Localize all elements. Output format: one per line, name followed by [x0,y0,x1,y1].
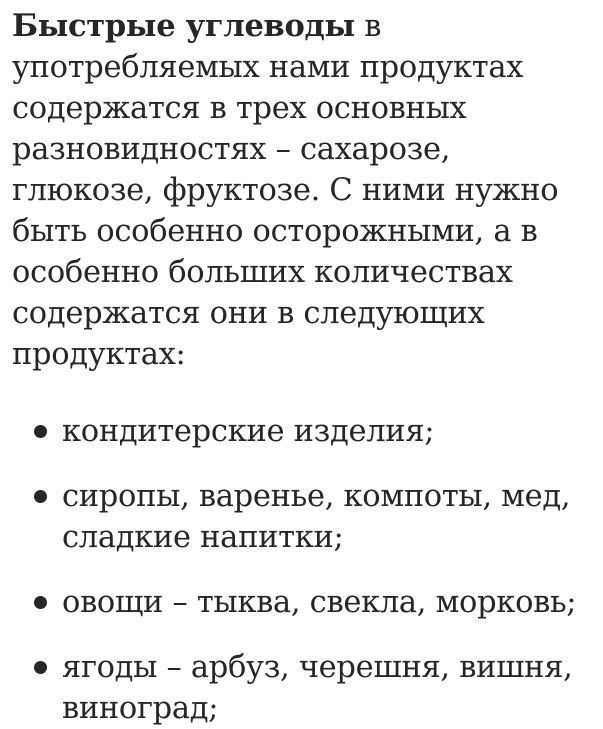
intro-text: в употребляемых нами продуктах содержатся в трех основных разновидностях – сахарозе, глюкозе, фруктозе. С ними нужно быть особенно осторожными, а в особенно больших количествах содержатся они в следующих продуктах: [12,9,559,372]
bullet-icon [34,425,47,438]
list-item [12,582,593,623]
product-list [12,411,593,729]
list-item-text: ягоды – арбуз, черешня, вишня, виноград; [62,650,573,726]
list-item-text: сиропы, варенье, компоты, мед, сладкие напитки; [62,479,571,555]
intro-paragraph [12,6,593,375]
list-item [12,647,593,729]
list-item [12,476,593,558]
list-item [12,411,593,452]
list-item-text: овощи – тыква, свекла, морковь; [62,585,577,620]
bullet-icon [34,661,47,674]
bullet-icon [34,490,47,503]
bullet-icon [34,596,47,609]
intro-bold-term: Быстрые углеводы [12,8,355,44]
list-item-text: кондитерские изделия; [62,414,435,449]
